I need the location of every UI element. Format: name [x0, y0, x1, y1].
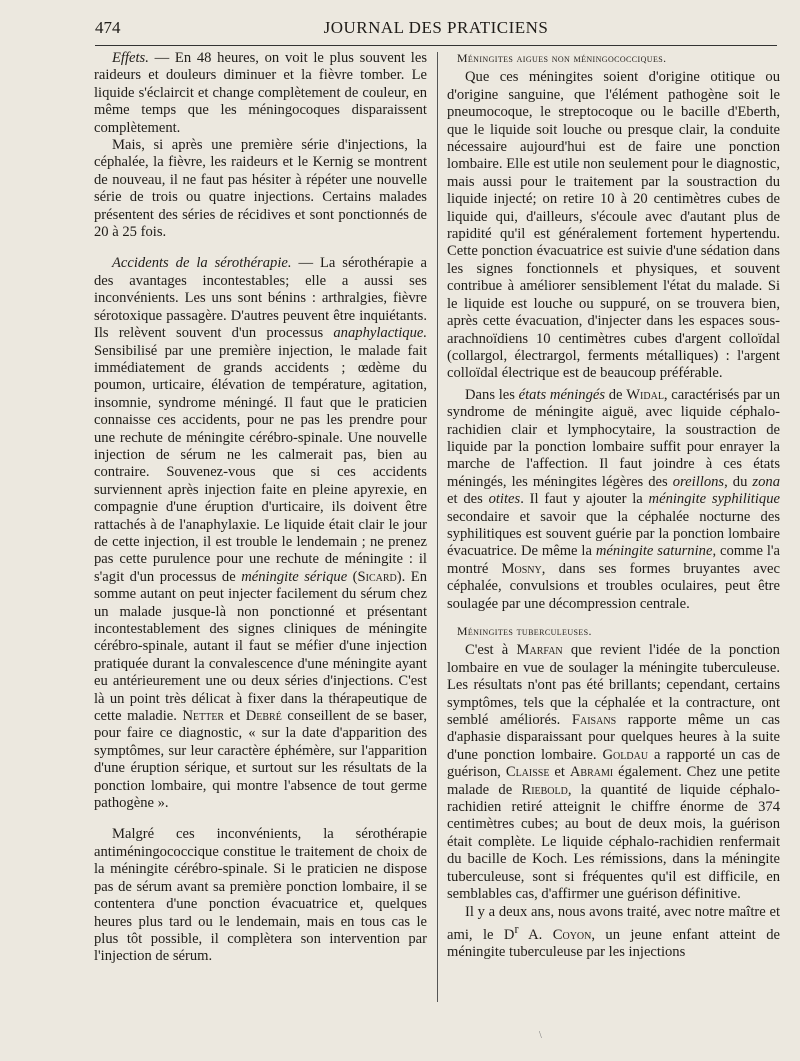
- left-column: [94, 50, 427, 966]
- paragraph-accidents: Accidents de la sérothérapie. — La sérothérapie a des avantages incontestables; elle a aussi ses inconvénients. Les uns sont bénins : arthralgies, fièvre sérotoxique passagère. D'autres peuvent être inquiétants. Ils relèvent souvent d'un processus anaphylactique. Sensibilisé par une première injection, le malade fait immédiatement de grands accidents ; œdème du poumon, urticaire, élévation de température, agitation, insomnie, syndrome méningé. Il faut que le praticien connaisse ces accidents, pour ne pas les prendre pour une rechute de méningite cérébro-spinale. Une nouvelle injection de sérum ne les calmerait pas, bien au contraire. Souvenez-vous que si ces accidents surviennent après injection faite en pleine apyrexie, en compagnie d'une éruption d'urticaire, ils doivent être rattachés à de l'anaphylaxie. Le liquide était clair le jour de cette injection, il est trouble le lendemain ; ne prenez pas cette purulence pour une rechute de méningite : il s'agit d'un processus de méningite sérique (Sicard). En somme autant on peut injecter facilement du sérum chez un malade jusque-là non ponctionné et présentant incontestablement des signes cliniques de méningite cérébro-spinale, autant il faut se méfier d'une injection pratiquée durant la convalescence d'une méningite ayant eu antérieurement une ou deux séries d'injections. C'est là un point très délicat à fixer dans la thérapeutique de cette maladie. Netter et Debré conseillent de se baser, pour faire ce diagnostic, « sur la date d'apparition des symptômes, sur leur caractère éphémère, sur l'apparition d'une éruption sérique, et surtout sur les résultats de la ponction lombaire, qui montre l'absence de tout germe pathogène ».: [94, 255, 427, 812]
- section-heading-aigues: Méningites aigues non méningococciques.: [457, 51, 667, 65]
- paragraph-conclusion: Malgré ces inconvénients, la sérothérapie antiméningococcique constitue le traitement de choix de la méningite cérébro-spinale. Si le praticien ne dispose pas de sérum avant sa première ponction lombaire, il se contentera d'une ponction évacuatrice et, quelques heures plus tard ou le lendemain, mais en tous cas le plus tôt possible, il complètera son intervention par l'injection de sérum.: [94, 826, 427, 965]
- author-name: Marfan: [516, 642, 563, 659]
- author-name: Riebold: [521, 781, 568, 798]
- author-name: Mosny: [501, 560, 542, 577]
- paragraph-effets: Effets. — En 48 heures, on voit le plus souvent les raideurs et douleurs diminuer et la fièvre tomber. Le liquide s'éclaircit et change complètement de couleur, en même temps que les méningocoques disparaissent complètement.: [94, 50, 427, 136]
- author-name: Faisans: [571, 712, 617, 729]
- author-name: Widal: [626, 386, 664, 403]
- author-name: Goldau: [602, 746, 649, 763]
- lead-accidents: Accidents de la sérothérapie.: [112, 255, 292, 272]
- journal-title: JOURNAL DES PRATICIENS: [323, 18, 549, 37]
- author-name: Debré: [245, 708, 282, 725]
- header-rule: [95, 45, 777, 46]
- author-name: Sicard: [357, 568, 397, 585]
- column-divider: [437, 52, 438, 1002]
- paragraph-recidives: Mais, si après une première série d'injections, la céphalée, la fièvre, les raideurs et le Kernig se montrent de nouveau, il ne faut pas hésiter à répéter une nouvelle série de trois ou quatre injections. Certains malades présentent des séries de récidives et sont ponctionnés de 20 à 25 fois.: [94, 137, 427, 241]
- scan-mark: \: [539, 1030, 542, 1041]
- paragraph-marfan: C'est à Marfan que revient l'idée de la ponction lombaire en vue de soulager la méningite tuberculeuse. Les résultats n'ont pas été brillants; cependant, certains symptômes, tels que la céphalée et la contracture, ont semblé améliorés. Faisans rapporte même un cas d'aphasie disparaissant pour quelques heures à la suite d'une ponction lombaire. Goldau a rapporté un cas de guérison, Claisse et Abrami également. Chez une petite malade de Riebold, la quantité de liquide céphalo-rachidien retiré atteignit le chiffre énorme de 374 centimètres cubes; au bout de deux mois, la guérison était complète. Le liquide céphalo-rachidien renfermait du bacille de Koch. Les rémissions, dans la méningite tuberculeuse, sont si fréquentes qu'il est difficile, en semblables cas, d'affirmer une guérison définitive.: [447, 642, 780, 903]
- page-number: 474: [95, 18, 121, 37]
- lead-effets: Effets.: [112, 50, 149, 66]
- paragraph-etats-meninges: Dans les états méningés de Widal, caractérisés par un syndrome de méningite aiguë, avec liquide céphalo-rachidien clair et lymphocytaire, la soustraction de liquide par la ponction lombaire suffit pour enrayer la marche de l'affection. Il faut joindre à ces états méningés, les méningites légères des oreillons, du zona et des otites. Il faut y ajouter la méningite syphilitique secondaire et savoir que la céphalée nocturne des syphilitiques est souvent guérie par la ponction lombaire évacuatrice. De même la méningite saturnine, comme l'a montré Mosny, dans ses formes bruyantes avec céphalée, convulsions et troubles oculaires, peut être soulagée par une décompression centrale.: [447, 386, 780, 612]
- running-header: [95, 16, 777, 42]
- section-heading-tuberculeuses: Méningites tuberculeuses.: [457, 624, 592, 638]
- author-name: Netter: [182, 708, 225, 725]
- author-name: Claisse: [505, 764, 550, 781]
- author-name: Abrami: [569, 764, 614, 781]
- right-column: [447, 50, 780, 962]
- paragraph-ponction: Que ces méningites soient d'origine otitique ou d'origine sanguine, que l'élément pathogène soit le pneumocoque, le streptocoque ou le bacille d'Eberth, que le liquide soit louche ou presque clair, la conduite nécessaire aujourd'hui est de faire une ponction lombaire. Elle est utile non seulement pour le diagnostic, mais aussi pour le traitement par la soustraction du liquide injecté; on retire 10 à 20 centimètres cubes de liquide qui, d'ailleurs, s'écoule avec d'autant plus de rapidité qu'il est généralement fortement hypertendu. Cette ponction évacuatrice est suivie d'une sédation dans les signes fonctionnels et physiques, et souvent contribue à améliorer sensiblement l'état du malade. Si le liquide est louche ou suppuré, on se trouvera bien, après cette évacuation, d'injecter dans les espaces sous-arachnoïdiens 10 centimètres cubes d'argent colloïdal (collargol, électrargol, ferments métalliques) : l'argent colloïdal électrique est de beaucoup préférable.: [447, 69, 780, 382]
- author-name: Coyon: [552, 926, 592, 943]
- paragraph-coyon: Il y a deux ans, nous avons traité, avec notre maître et ami, le $D^r$ A. Coyon, un jeune enfant atteint de méningite tuberculeuse par les injections: [447, 903, 780, 961]
